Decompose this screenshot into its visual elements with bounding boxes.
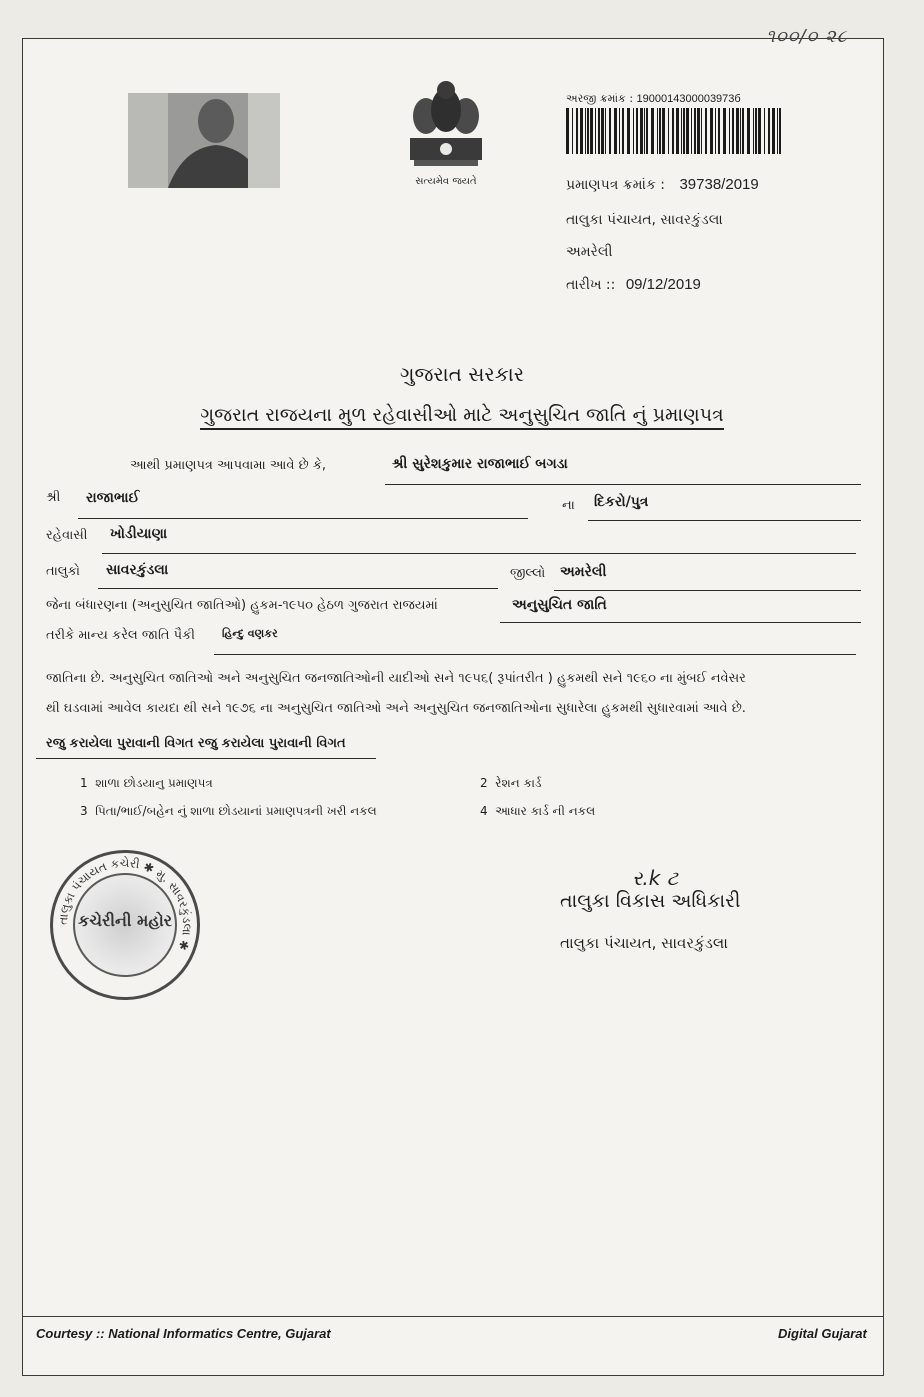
resident-label: રહેવાસી (46, 528, 88, 543)
footer-divider (22, 1316, 884, 1317)
document-number: 3 (80, 804, 88, 818)
office-seal (50, 850, 200, 1000)
document-text: શાળા છોડયાનુ પ્રમાણપત્ર (95, 776, 213, 790)
issue-date-label: તારીખ :: (566, 277, 616, 293)
legal-paragraph (46, 664, 866, 724)
national-emblem (404, 76, 488, 192)
na-label: ના (562, 498, 575, 513)
barcode-bar (580, 108, 583, 154)
intro-label: આથી પ્રમાણપત્ર આપવામા આવે છે કે, (130, 458, 327, 473)
document-item-4 (480, 804, 595, 819)
barcode-bar (691, 108, 692, 154)
barcode-bar (768, 108, 770, 154)
barcode (566, 108, 784, 154)
relation-underline (588, 520, 861, 521)
seal-ring-text: તાલુકા પંચાયત કચેરી ✱ મુ. સાવરકુંડલા ✱ (55, 855, 195, 953)
certificate-subtitle-text: ગુજરાત રાજયના મુળ રહેવાસીઓ માટે અનુસુચિત જાતિ નું પ્રમાણપત્ર (200, 404, 723, 430)
barcode-bar (740, 108, 741, 154)
applicant-name: શ્રી સુરેશકુમાર રાજાભાઈ બગડા (392, 456, 568, 472)
document-text: રેશન કાર્ડ (495, 776, 542, 790)
certificate-number (566, 176, 759, 193)
officer-office: તાલુકા પંચાયત, સાવરકુંડલા (560, 934, 728, 952)
caste-value: હિન્દુ વણકર (222, 627, 278, 640)
barcode-bar (758, 108, 761, 154)
application-number-label: અરજી ક્રમાંક : (566, 92, 634, 105)
barcode-bar (622, 108, 624, 154)
barcode-bar (572, 108, 573, 154)
issue-date (566, 276, 701, 293)
barcode-bar (659, 108, 661, 154)
footer-courtesy: Courtesy :: National Informatics Centre, Gujarat (36, 1326, 331, 1341)
photo-image (128, 93, 280, 188)
barcode-bar (662, 108, 665, 154)
barcode-bar (772, 108, 775, 154)
corner-handwritten-note: ૧૦૦/૦ ૨૮ (766, 26, 848, 47)
barcode-bar (764, 108, 765, 154)
barcode-bar (619, 108, 620, 154)
certificate-number-label: પ્રમાણપત્ર ક્રમાંક : (566, 177, 666, 193)
documents-heading-underline (36, 758, 376, 759)
barcode-bar (681, 108, 682, 154)
barcode-bar (651, 108, 654, 154)
barcode-bar (644, 108, 645, 154)
category-underline (500, 622, 861, 623)
barcode-bar (686, 108, 689, 154)
father-name: રાજાભાઈ (86, 490, 140, 506)
document-number: 4 (480, 804, 488, 818)
caste-label: તરીકે માન્ય કરેલ જાતિ પૈકી (46, 628, 195, 643)
barcode-bar (705, 108, 707, 154)
paragraph-line-2: થી ઘડવામાં આવેલ કાયદા થી સને ૧૯૭૬ ના અનુસુચિત જાતિઓ અને અનુસુચિત જનજાતિઓના સુધારેલા હુકમથી સુધારવામાં આવે છે. (46, 701, 746, 716)
barcode-bar (601, 108, 604, 154)
barcode-bar (598, 108, 600, 154)
barcode-bar (657, 108, 658, 154)
barcode-bar (587, 108, 589, 154)
certificate-subtitle (0, 404, 924, 426)
taluka-value: સાવરકુંડલા (106, 562, 169, 578)
barcode-bar (777, 108, 778, 154)
document-item-1 (80, 776, 213, 791)
category-value: અનુસુચિત જાતિ (512, 597, 607, 613)
document-number: 2 (480, 776, 488, 790)
emblem-caption: સત્યમેવ જયતે (415, 176, 477, 187)
barcode-bar (723, 108, 726, 154)
document-item-3 (80, 804, 377, 819)
documents-heading: રજુ કરાયેલા પુરાવાની વિગત રજુ કરાયેલા પુરાવાની વિગત (46, 736, 346, 751)
barcode-bar (718, 108, 720, 154)
paragraph-line-1: જાતિના છે. અનુસુચિત જાતિઓ અને અનુસુચિત જનજાતિઓની યાદીઓ સને ૧૯૫૬( રૂપાંતરીત ) હુકમથી સને ૧૯૬૦ ના મુંબઈ નવેસર (46, 671, 746, 686)
barcode-bar (742, 108, 744, 154)
barcode-bar (609, 108, 611, 154)
barcode-bar (605, 108, 606, 154)
barcode-bar (755, 108, 757, 154)
barcode-bar (676, 108, 679, 154)
barcode-bar (672, 108, 674, 154)
barcode-bar (646, 108, 648, 154)
village-value: ખોડીયાણા (110, 526, 168, 542)
barcode-bar (627, 108, 630, 154)
barcode-bar (715, 108, 716, 154)
barcode-bar (732, 108, 734, 154)
ashoka-emblem-icon (404, 76, 488, 176)
district-value: અમરેલી (560, 564, 607, 580)
barcode-bar (736, 108, 739, 154)
issue-date-value: 09/12/2019 (625, 276, 701, 293)
barcode-bar (701, 108, 702, 154)
barcode-bar (566, 108, 569, 154)
taluka-label: તાલુકો (46, 564, 81, 579)
barcode-bar (585, 108, 586, 154)
barcode-bar (753, 108, 754, 154)
barcode-bar (614, 108, 617, 154)
barcode-bar (683, 108, 685, 154)
application-number-value: 1900014300003973б (636, 93, 741, 105)
document-text: આધાર કાર્ડ ની નકલ (495, 804, 596, 818)
barcode-bar (668, 108, 669, 154)
issuing-district: અમરેલી (566, 244, 613, 260)
barcode-bar (640, 108, 643, 154)
barcode-bar (576, 108, 578, 154)
barcode-bar (747, 108, 750, 154)
father-name-underline (78, 518, 528, 519)
district-underline (554, 590, 861, 591)
barcode-bar (636, 108, 638, 154)
barcode-bar (710, 108, 713, 154)
document-text: પિતા/ભાઈ/બહેન નું શાળા છોડયાનાં પ્રમાણપત્રની ખરી નકલ (95, 804, 377, 818)
relation-value: દિકરો/પુત્ર (594, 494, 649, 510)
village-underline (102, 553, 856, 554)
barcode-bar (729, 108, 730, 154)
shri-label: શ્રી (46, 490, 61, 505)
seal-center-text: કચેરીની મહોર (78, 911, 172, 930)
footer-brand: Digital Gujarat (778, 1326, 867, 1341)
caste-underline (214, 654, 856, 655)
barcode-bar (779, 108, 781, 154)
order-label: જેના બંધારણના (અનુસુચિત જાતિઓ) હુકમ-૧૯૫૦ હેઠળ ગુજરાત રાજયમાં (46, 598, 438, 613)
document-number: 1 (80, 776, 88, 790)
applicant-photo (128, 93, 280, 188)
barcode-bar (595, 108, 596, 154)
district-label: જીલ્લો (510, 566, 546, 581)
barcode-bar (590, 108, 593, 154)
officer-signature: ર.k ટ (632, 866, 679, 890)
officer-title: તાલુકા વિકાસ અધિકારી (560, 890, 741, 912)
applicant-name-underline (385, 484, 861, 485)
page-title: ગુજરાત સરકાર (399, 362, 525, 386)
issuing-office: તાલુકા પંચાયત, સાવરકુંડલા (566, 212, 723, 228)
barcode-bar (697, 108, 700, 154)
barcode-bar (694, 108, 696, 154)
document-item-2 (480, 776, 542, 791)
taluka-underline (98, 588, 498, 589)
barcode-bar (633, 108, 634, 154)
application-number (566, 92, 741, 106)
certificate-number-value: 39738/2019 (679, 176, 759, 193)
